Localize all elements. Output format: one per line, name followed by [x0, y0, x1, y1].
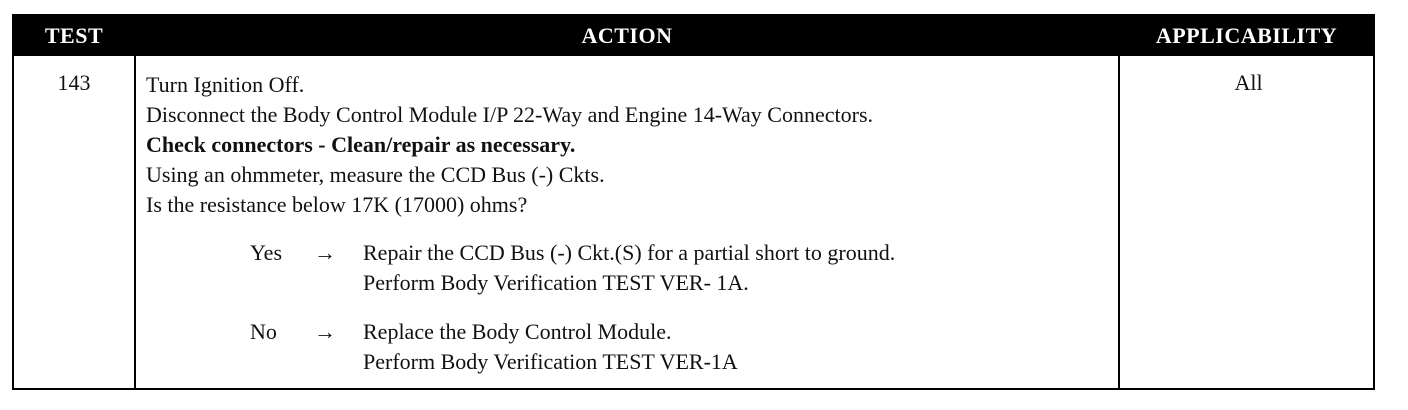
applicability-value: All [1234, 70, 1263, 95]
header-test: TEST [44, 23, 104, 48]
action-text [146, 70, 1116, 220]
action-line: Turn Ignition Off. [146, 72, 305, 97]
column-divider [1118, 56, 1120, 388]
action-line: Disconnect the Body Control Module I/P 22-Way and Engine 14-Way Connectors. [146, 102, 874, 127]
yes-result-line: Repair the CCD Bus (-) Ckt.(S) for a partial short to ground. [363, 240, 896, 265]
no-result-line: Replace the Body Control Module. [363, 319, 672, 344]
action-line-bold: Check connectors - Clean/repair as necessary. [146, 132, 576, 157]
no-result-line: Perform Body Verification TEST VER-1A [363, 349, 738, 374]
yes-label: Yes [250, 240, 283, 265]
header-action: ACTION [581, 23, 673, 48]
action-line: Using an ohmmeter, measure the CCD Bus (-) Ckts. [146, 162, 605, 187]
table-header [14, 16, 1373, 56]
diagnostic-table [12, 14, 1375, 390]
header-applicability: APPLICABILITY [1155, 23, 1338, 48]
no-label: No [250, 319, 277, 344]
column-divider [134, 56, 136, 388]
arrow-right-icon: → [314, 319, 336, 344]
action-line: Is the resistance below 17K (17000) ohms? [146, 192, 528, 217]
test-number: 143 [57, 70, 91, 95]
yes-result-line: Perform Body Verification TEST VER- 1A. [363, 270, 749, 295]
arrow-right-icon: → [314, 240, 336, 265]
